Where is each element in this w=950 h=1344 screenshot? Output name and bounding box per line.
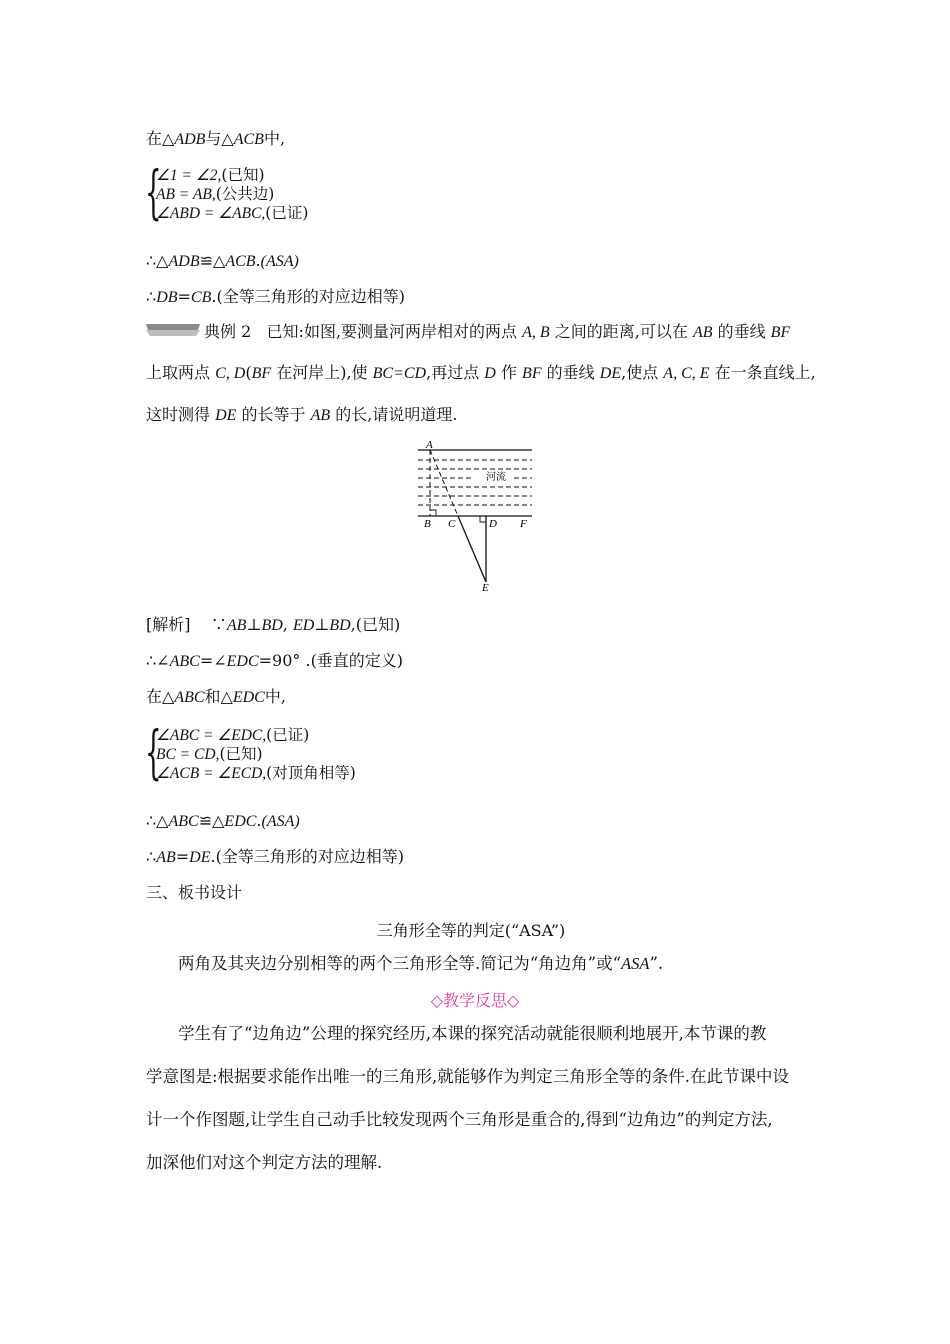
system-row: ∠1 = ∠2,(已知) xyxy=(156,166,265,184)
reflection-line: 加深他们对这个判定方法的理解. xyxy=(146,1153,383,1172)
point-label-b: B xyxy=(424,518,431,530)
point-label-a: A xyxy=(426,439,433,451)
example-banner-icon xyxy=(146,324,200,336)
board-title: 三角形全等的判定(“ASA”) xyxy=(376,921,566,940)
point-label-d: D xyxy=(489,518,497,530)
system-row: ∠ACB = ∠ECD,(对顶角相等) xyxy=(156,764,356,782)
river-figure xyxy=(410,438,540,594)
example-label: 典例 2 xyxy=(204,322,252,341)
river-label: 河流 xyxy=(486,472,506,483)
section-heading: 三、板书设计 xyxy=(146,883,243,902)
brace-symbol: { xyxy=(145,718,162,786)
board-text: 两角及其夹边分别相等的两个三角形全等.简记为“角边角”或“ASA”. xyxy=(178,954,664,973)
analysis-label: [解析] xyxy=(146,615,191,634)
brace-symbol: { xyxy=(145,158,162,226)
point-label-c: C xyxy=(448,518,456,530)
conclusion-equal-sides-2: ∴AB=DE.(全等三角形的对应边相等) xyxy=(146,847,405,866)
analysis-line-1: [解析] ∵AB⊥BD, ED⊥BD,(已知) xyxy=(146,615,401,634)
reflection-line: 学生有了“边角边”公理的探究经历,本课的探究活动就能很顺利地展开,本节课的教 xyxy=(178,1024,767,1043)
point-label-f: F xyxy=(520,518,527,530)
conclusion-congruent-1: ∴△ADB≌△ACB.(ASA) xyxy=(146,251,299,270)
system-row: BC = CD,(已知) xyxy=(156,745,263,763)
point-label-e: E xyxy=(482,582,489,594)
analysis-line-2: ∴∠ABC=∠EDC=90° .(垂直的定义) xyxy=(146,651,404,670)
reflection-line: 计一个作图题,让学生自己动手比较发现两个三角形是重合的,得到“边角边”的判定方法, xyxy=(146,1110,773,1129)
system-row: ∠ABC = ∠EDC,(已证) xyxy=(156,726,310,744)
example-2-line-1: 典例 2 已知:如图,要测量河两岸相对的两点 A, B 之间的距离,可以在 AB 的垂线 BF xyxy=(204,322,791,341)
reflection-line: 学意图是:根据要求能作出唯一的三角形,就能够作为判定三角形全等的条件.在此节课中设 xyxy=(146,1067,790,1086)
conclusion-congruent-2: ∴△ABC≌△EDC.(ASA) xyxy=(146,811,300,830)
reflection-title: ◇教学反思◇ xyxy=(430,991,520,1010)
statement-triangles-adb-acb: 在△ADB与△ACB中, xyxy=(146,129,286,148)
statement-triangles-abc-edc: 在△ABC和△EDC中, xyxy=(146,687,286,706)
system-row: ∠ABD = ∠ABC,(已证) xyxy=(156,204,309,222)
example-2-line-2: 上取两点 C, D(BF 在河岸上),使 BC=CD,再过点 D 作 BF 的垂线 DE,使点 A, C, E 在一条直线上, xyxy=(146,363,816,382)
example-2-line-3: 这时测得 DE 的长等于 AB 的长,请说明道理. xyxy=(146,405,458,424)
system-row: AB = AB,(公共边) xyxy=(156,185,275,203)
conclusion-equal-sides-1: ∴DB=CB.(全等三角形的对应边相等) xyxy=(146,287,405,306)
